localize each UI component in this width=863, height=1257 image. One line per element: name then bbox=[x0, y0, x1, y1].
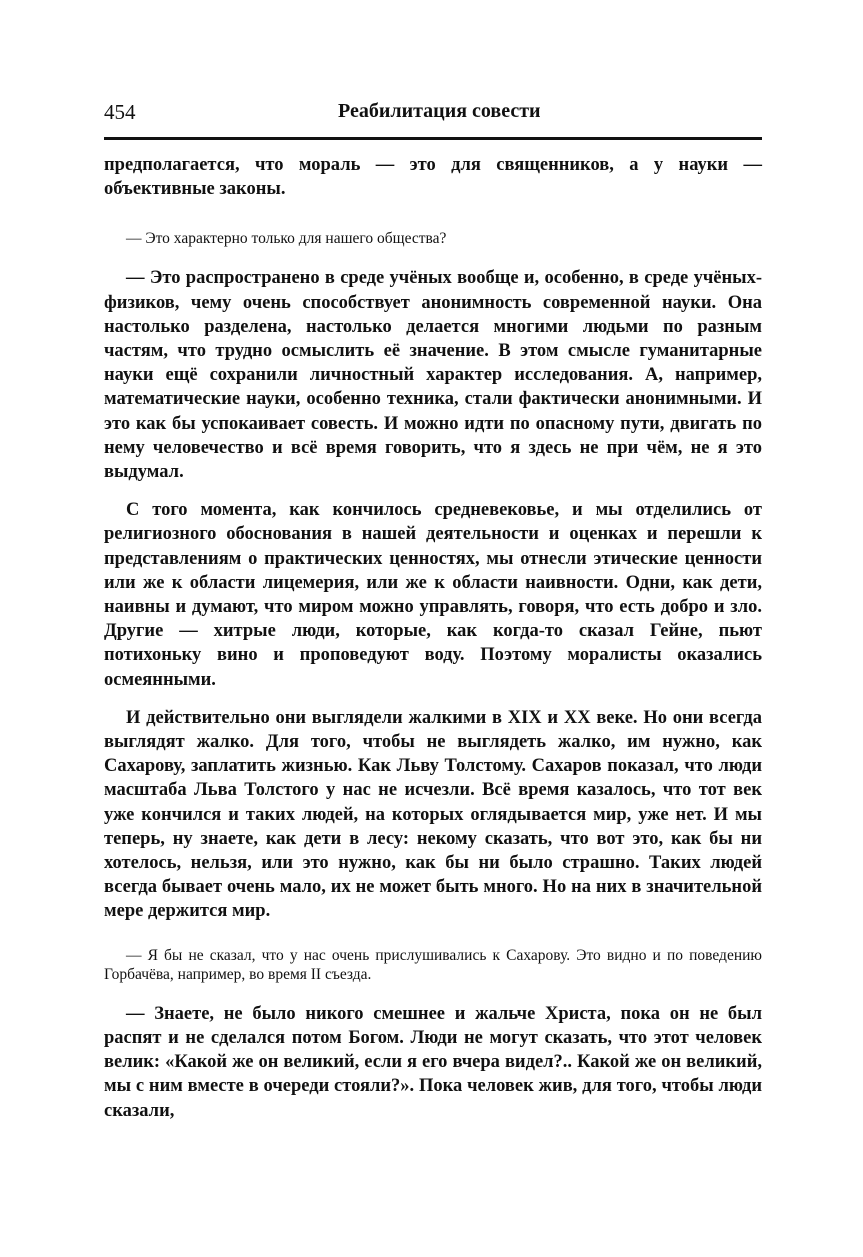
body-text bbox=[104, 153, 762, 1123]
paragraph-continuation: предполагается, что мораль — это для священников, а у науки — объективные законы. bbox=[104, 155, 762, 200]
header-rule bbox=[104, 137, 762, 140]
page-number: 454 bbox=[104, 100, 136, 124]
interviewer-question: — Это характерно только для нашего общества? bbox=[126, 230, 447, 248]
interviewer-question: — Я бы не сказал, что у нас очень прислушивались к Сахарову. Это видно и по поведению Горбачёва, например, во время II съезда. bbox=[104, 946, 762, 983]
running-title: Реабилитация совести bbox=[338, 100, 541, 122]
body-paragraph: И действительно они выглядели жалкими в XIX и XX веке. Но они всегда выглядят жалко. Для того, чтобы не выглядеть жалко, им нужно, как Сахарову, заплатить жизнью. Как Льву Толстому. Сахаров показал, что люди масштаба Льва Толстого у нас не исчезли. Всё время казалось, что тот век уже кончился и таких людей, на которых оглядывается мир, уже нет. И мы теперь, ну знаете, как дети в лесу: некому сказать, что вот это, как бы ни хотелось, нельзя, или это нужно, как бы ни было страшно. Таких людей всегда бывает очень мало, их не может быть много. Но на них в значительной мере держится мир. bbox=[104, 707, 762, 922]
body-paragraph: С того момента, как кончилось средневековье, и мы отделились от религиозного обоснования в нашей деятельности и оценках и перешли к представлениям о практических ценностях, мы отнесли этические ценности или же к области лицемерия, или же к области наивности. Одни, как дети, наивны и думают, что миром можно управлять, говоря, что есть добро и зло. Другие — хитрые люди, которые, как когда-то сказал Гейне, пьют потихоньку вино и проповедуют воду. Поэтому моралисты оказались осмеянными. bbox=[104, 500, 762, 690]
answer-paragraph: — Знаете, не было никого смешнее и жальче Христа, пока он не был распят и не сделался потом Богом. Люди не могут сказать, что этот человек велик: «Какой же он великий, если я его вчера видел?.. Какой же он великий, мы с ним вместе в очереди стояли?». Пока человек жив, для того, чтобы люди сказали, bbox=[104, 1003, 762, 1121]
answer-paragraph: — Это распространено в среде учёных вообще и, особенно, в среде учёных-физиков, чему очень способствует анонимность современной науки. Она настолько разделена, настолько делается многими людьми по разным частям, что трудно осмыслить её значение. В этом смысле гуманитарные науки ещё сохранили личностный характер исследования. А, например, математические науки, особенно техника, стали фактически анонимными. И это как бы успокаивает совесть. И можно идти по опасному пути, двигать по нему человечество и всё время говорить, что я здесь не при чём, не я это выдумал. bbox=[104, 268, 762, 483]
running-head bbox=[104, 100, 762, 134]
